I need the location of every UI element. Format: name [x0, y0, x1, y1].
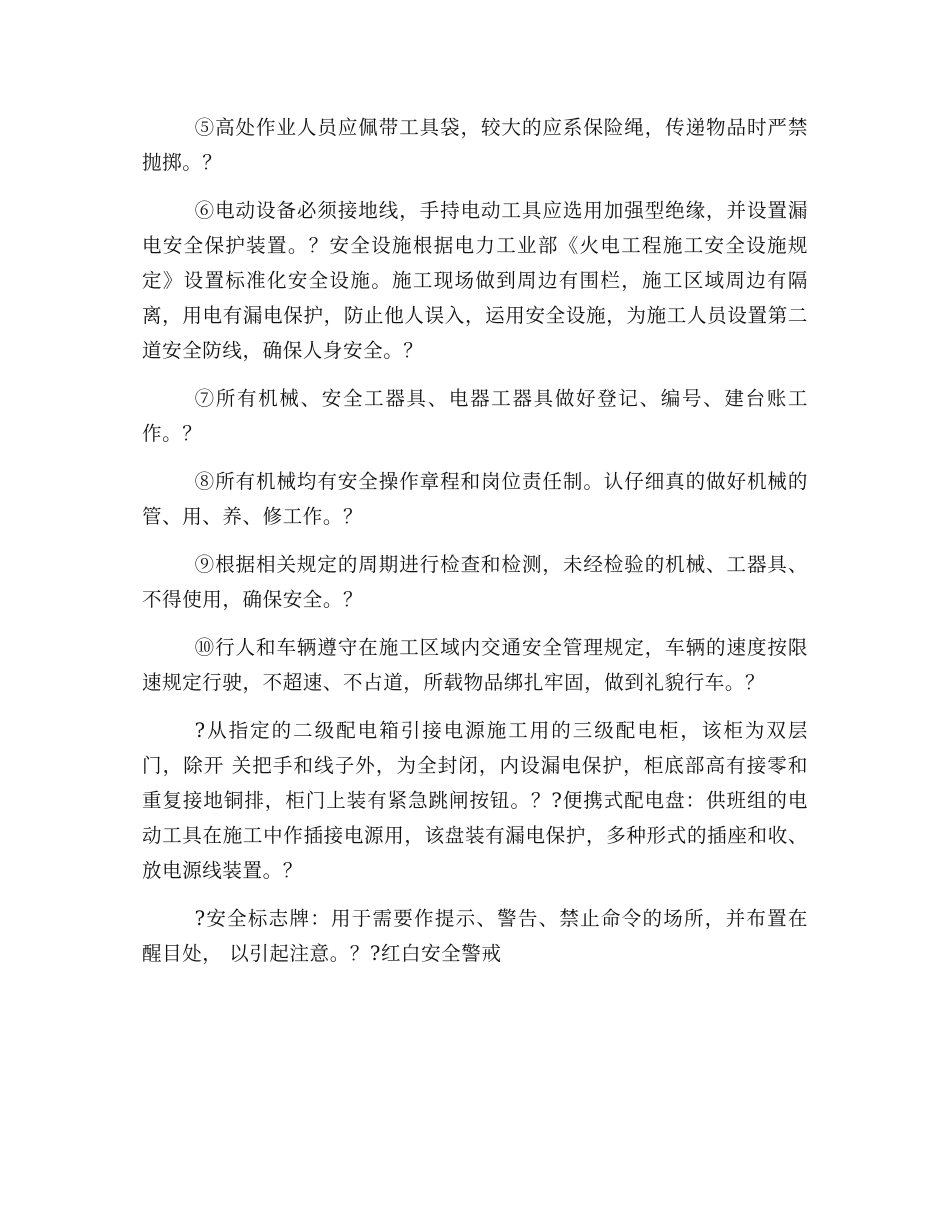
paragraph-item-8: ⑧所有机械均有安全操作章程和岗位责任制。认仔细真的做好机械的管、用、养、修工作。？: [142, 470, 808, 528]
paragraph-item-10: ⑩行人和车辆遵守在施工区域内交通安全管理规定，车辆的速度按限速规定行驶，不超速、不占道，所载物品绑扎牢固，做到礼貌行车。？: [142, 636, 808, 694]
paragraph-item-7: ⑦所有机械、安全工器具、电器工器具做好登记、编号、建台账工作。？: [142, 387, 808, 445]
document-body: [142, 110, 808, 984]
paragraph-safety-signs: ?安全标志牌：用于需要作提示、警告、禁止命令的场所，并布置在醒目处， 以引起注意。？?红白安全警戒: [142, 907, 808, 965]
paragraph-distribution-cabinet: ?从指定的二级配电箱引接电源施工用的三级配电柜，该柜为双层门，除开 关把手和线子外，为全封闭，内设漏电保护，柜底部高有接零和重复接地铜排，柜门上装有紧急跳闸按钮。？?便携式配电盘：供班组的电动工具在施工中作插接电源用，该盘装有漏电保护，多种形式的插座和收、放电源线装置。？: [142, 719, 808, 882]
paragraph-item-5: ⑤高处作业人员应佩带工具袋，较大的应系保险绳，传递物品时严禁抛掷。？: [142, 116, 808, 174]
paragraph-item-6: ⑥电动设备必须接地线，手持电动工具应选用加强型绝缘，并设置漏电安全保护装置。？安全设施根据电力工业部《火电工程施工安全设施规定》设置标准化安全设施。施工现场做到周边有围栏，施工区域周边有隔离，用电有漏电保护，防止他人误入，运用安全设施，为施工人员设置第二道安全防线，确保人身安全。？: [142, 199, 808, 362]
paragraph-item-9: ⑨根据相关规定的周期进行检查和检测，未经检验的机械、工器具、不得使用，确保安全。？: [142, 553, 808, 611]
